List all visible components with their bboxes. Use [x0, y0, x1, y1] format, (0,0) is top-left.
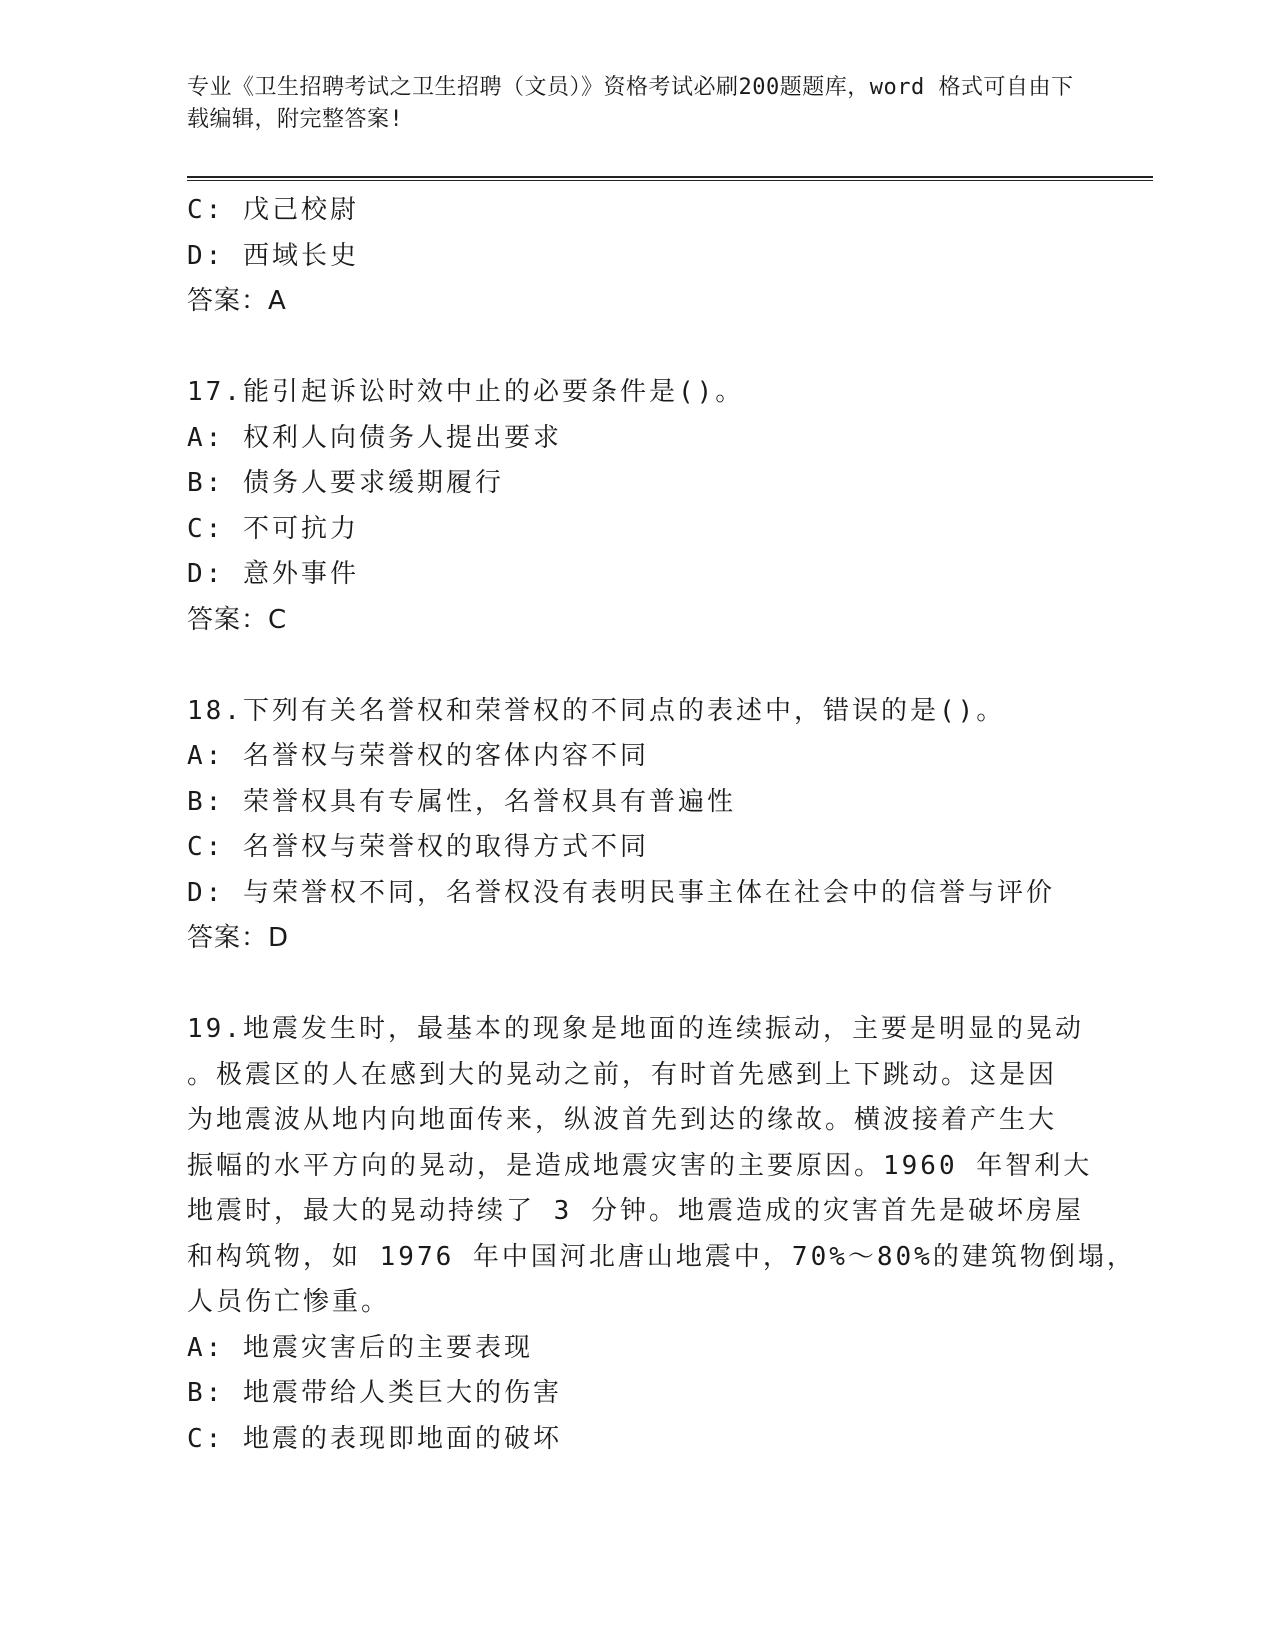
option-c: C: 不可抗力	[187, 513, 359, 544]
option-c: C: 名誉权与荣誉权的取得方式不同	[187, 832, 649, 862]
question-stem: 17.能引起诉讼时效中止的必要条件是()。	[187, 377, 745, 407]
question-stem-line: 为地震波从地内向地面传来，纵波首先到达的缘故。横波接着产生大	[187, 1105, 1058, 1135]
option-a: A: 权利人向债务人提出要求	[187, 422, 562, 453]
answer-line: 答案：C	[187, 604, 288, 635]
question-18	[187, 689, 1087, 962]
question-stem-line: 地震时，最大的晃动持续了 3 分钟。地震造成的灾害首先是破坏房屋	[187, 1196, 1084, 1226]
question-stem-line: 19.地震发生时，最基本的现象是地面的连续振动，主要是明显的晃动	[187, 1014, 1084, 1044]
option-d: D: 西域长史	[187, 240, 359, 271]
option-c: C: 戊己校尉	[187, 195, 359, 225]
option-b: B: 债务人要求缓期履行	[187, 468, 504, 498]
answer-line: 答案：A	[187, 286, 287, 316]
option-d: D: 与荣誉权不同，名誉权没有表明民事主体在社会中的信誉与评价	[187, 877, 1055, 908]
option-a: A: 名誉权与荣誉权的客体内容不同	[187, 741, 649, 771]
option-b: B: 地震带给人类巨大的伤害	[187, 1378, 562, 1408]
option-d: D: 意外事件	[187, 559, 359, 589]
header-title: 专业《卫生招聘考试之卫生招聘（文员）》资格考试必刷200题题库，word 格式可自由下载编辑，附完整答案!	[187, 75, 1074, 132]
option-b: B: 荣誉权具有专属性，名誉权具有普遍性	[187, 786, 736, 817]
option-c: C: 地震的表现即地面的破坏	[187, 1423, 562, 1454]
document-body	[187, 188, 1136, 1462]
question-19	[187, 1007, 1136, 1462]
question-stem-line: 。极震区的人在感到大的晃动之前，有时首先感到上下跳动。这是因	[187, 1059, 1058, 1090]
page-header	[187, 72, 1087, 136]
question-stem-line: 人员伤亡惨重。	[187, 1287, 391, 1317]
question-stem-line: 振幅的水平方向的晃动，是造成地震灾害的主要原因。1960 年智利大	[187, 1150, 1093, 1181]
question-stem-line: 和构筑物，如 1976 年中国河北唐山地震中，70%～80%的建筑物倒塌，	[187, 1241, 1136, 1272]
section-spacer	[187, 643, 1087, 689]
section-spacer	[187, 962, 1087, 1008]
answer-line: 答案：D	[187, 923, 290, 953]
option-a: A: 地震灾害后的主要表现	[187, 1332, 533, 1363]
question-17	[187, 370, 1087, 643]
question-stem: 18.下列有关名誉权和荣誉权的不同点的表述中，错误的是()。	[187, 695, 1006, 726]
header-divider	[187, 176, 1153, 181]
section-spacer	[187, 325, 1087, 371]
